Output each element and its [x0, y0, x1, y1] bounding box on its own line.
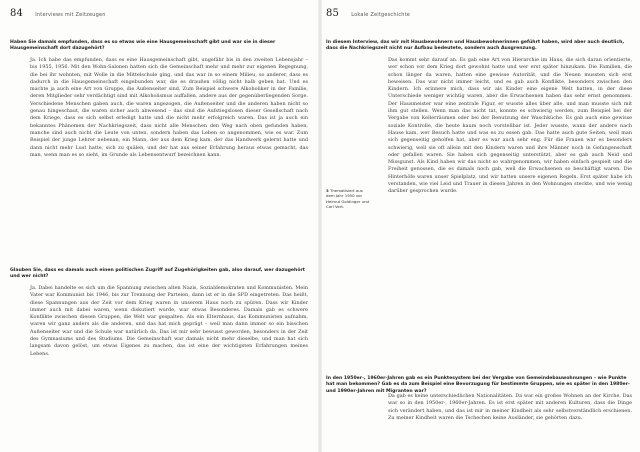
caption-text: Thematisiert aus dem Jahr 1950 vor Helmut Goldinger und Carl Vert. [326, 188, 370, 210]
right-running-title: Lokale Zeitgeschichte [351, 12, 411, 18]
left-running-head [10, 8, 106, 19]
right-answer-1: Das kommt sehr darauf an. Es gab eine Art von Hierarchie im Haus, die sich daran orientierte, wer schon vor dem Krieg dort gewohnt hatte und wer erst später hinzukam. Die Familien, die schon länger da waren, hatten eine gewisse Autorität, und die Neuen mussten sich erst beweisen. Das war nicht immer leicht, und es gab auch Konflikte, besonders zwischen den Kindern. Ich erinnere mich, dass wir als Kinder eine eigene Welt hatten, in der diese Unterschiede weniger wichtig waren, aber die Erwachsenen haben das sehr ernst genommen. Der Hausmeister war eine zentrale Figur, er wusste alles über alle, und man musste sich mit ihm gut stellen. Wenn man das nicht tat, konnte es schwierig werden, zum Beispiel bei der Vergabe von Kellerräumen oder bei der Benutzung der Waschküche. Es gab auch eine gewisse soziale Kontrolle, die heute kaum noch vorstellbar ist. Jeder wusste, wann der andere nach Hause kam, wer Besuch hatte und was es zu essen gab. Das hatte auch gute Seiten, weil man sich gegenseitig geholfen hat, aber es war auch sehr eng. Für die Frauen war es besonders schwierig, weil sie oft allein mit den Kindern waren und ihre Männer noch in Gefangenschaft oder gefallen waren. Sie haben sich gegenseitig unterstützt, aber es gab auch Neid und Missgunst. Als Kind haben wir das nicht so wahrgenommen, wir haben einfach gespielt und die Freiheit genossen, die es damals noch gab, weil die Erwachsenen so beschäftigt waren. Die Hinterhöfe waren unser Spielplatz, und wir hatten unsere eigenen Regeln. Erst später habe ich verstanden, wie viel Leid und Trauer in diesen Jahren in den Wohnungen steckte, und wie wenig darüber gesprochen wurde. [388, 57, 632, 195]
right-lower-section [326, 376, 632, 452]
left-answer-2: Ja. Dabei handelte es sich um die Spannung zwischen alten Nazis, Sozialdemokraten und Kommunisten. Mein Vater war Kommunist bis 1946, bis zur Trennung der Parteien, dann ist er in die SPD eingetreten. Das heißt, diese Spannungen aus der Zeit vor dem Krieg waren in unserem Haus noch zu spüren. Dass wir Kinder immer auch mit dabei waren, wenn diskutiert wurde, war etwas Besonderes. Damals gab es schwere Konflikte zwischen diesen Gruppen, die Welt war gespalten. Als ein Elternhaus, das Kommunisten aufnahm, waren wir ganz anders als die anderen, und das hat mich geprägt – weil man dann immer so ein bisschen Außenseiter war und die Schule war natürlich da. Das ist mir sehr bewusst geworden, besonders in der Zeit des Gymnasiums und des Studiums. Die Gemeinschaft war damals nicht mehr dieselbe, und man hat sich langsam davon gelöst, um etwas Eigenes zu machen, das ist eine der wichtigsten Erfahrungen meines Lebens. [30, 285, 308, 357]
right-question-intro: In diesem Interview, das wir mit Hausbewohnern und Hausbewohnerinnen geführt haben, wird aber auch deutlich, dass die Nachkriegszeit nicht nur Aufbau bedeutete, sondern auch Ausgrenzung. [326, 40, 625, 52]
left-question-2: Glauben Sie, dass es damals auch einen politischen Zugriff auf Zugehörigkeiten gab, also darauf, wer dazugehört und wer nicht? [10, 268, 305, 280]
right-running-head [326, 8, 410, 19]
left-running-title: Interviews mit Zeitzeugen [35, 12, 106, 18]
left-question-1: Haben Sie damals empfunden, dass es so etwas wie eine Hausgemeinschaft gibt und war sie in dieser Hausgemeinschaft dort dazugehört? [10, 40, 276, 52]
right-question-2: In den 1950er-, 1960er-Jahren gab es ein Punktesystem bei der Vergabe von Gemeindebauwohnungen – wie Punkte hat man bekommen? Gab es da zum Beispiel eine Bevorzugung für bestimmte Gruppen, wie es später in den 1980er- und 1990er-Jahren mit Migranten war? [326, 376, 630, 394]
left-page-number: 84 [10, 8, 24, 19]
right-answer-2: Da gab es keine unterschiedlichen Nationalitäten. Da war ein großes Wohnen an der Kirche. Das war so in den 1950er-, 1960er-Jahren. Es ist erst später mit anderen Kulturen, dass die Dinge sich verändert haben, und das ist mir in meiner Kindheit als sehr selbstverständlich erschienen. Zu meiner Kindheit waren die Tschechen keine Ausländer, sie gehörten dazu. [388, 393, 632, 421]
figure-caption [326, 188, 372, 228]
right-page-number: 85 [326, 8, 340, 19]
caption-number: 3 [326, 188, 329, 193]
left-answer-1: Ja. Ich habe das empfunden, dass es eine Hausgemeinschaft gibt, ungefähr bis in den zweiten Lebensjahr – bis 1955, 1956. Mit den Wohn-Salonen hatten sich die Gemeinschaft mehr und mehr zur eigenen Begegnung, die bei ihr wohnten, mit Wolle in die Mittelschule ging, und das war in so einem Milieu, so anderer, dass es dadurch in die Hausgemeinschaft eingebunden war, die es draußen völlig nicht halb geben hat. Und es machte ja auch eine Art von Gruppe, die Außenseiter sind. Zum Beispiel schwere Alkoholiker in der Familie, deren Mitglieder sehr verdächtigt sind mit Alkoholismus auffallen, andere aus der gegenüberliegenden Sorge. Verschiedene Menschen gaben auch, die waren angezogen, die Außenseiter und die anderen haben nicht so genau hingeschaut, die waren sicher auch abwesend – das sind die Aufstiegslosen dieser Gesellschaft nach dem Kriege, dass es sich selbst erledigt hatte und die nicht mehr erfolgreich waren. Das ist ja auch ein bekanntes Phänomen der Nachkriegszeit, dass nicht alle Menschen den Weg nach oben gefunden haben, manche sind auch nicht die Leute von unten, sondern haben das Leben so angenommen, wie es war. Zum Beispiel der junge Lehrer nebenan, ein Mann, der aus dem Krieg kam, der das Handwerk gelernt hatte und dann nicht mehr Lust hatte, sich zu quälen, und der hat aus seiner Erfahrung heraus etwas gemacht, das man, wenn man es so sieht, im Grunde als Lebensentwurf bezeichnen kann. [30, 57, 308, 158]
